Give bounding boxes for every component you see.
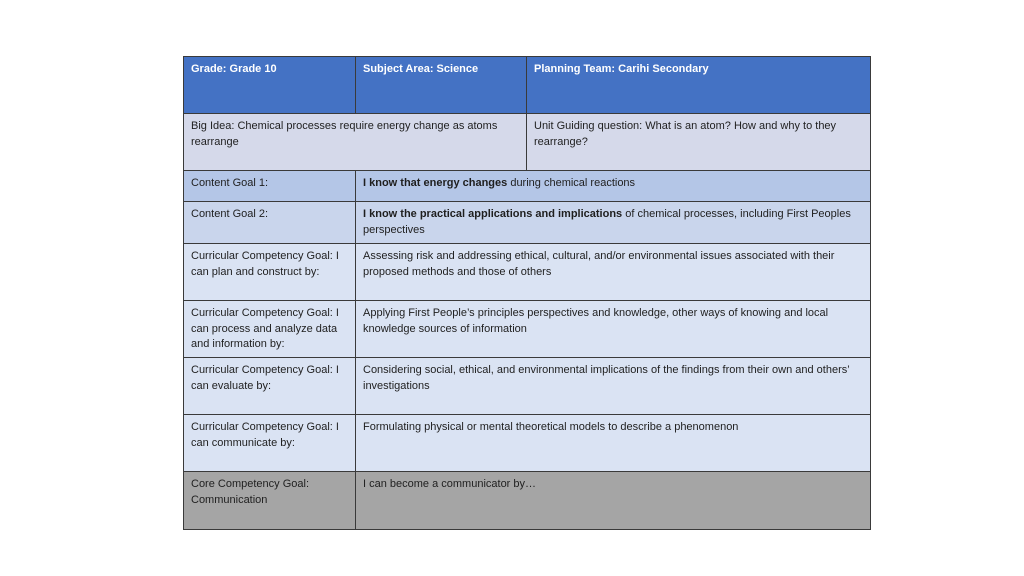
competency-text: Formulating physical or mental theoretical models to describe a phenomenon <box>356 415 871 472</box>
competency-label: Curricular Competency Goal: I can plan and construct by: <box>184 244 356 301</box>
header-row <box>184 57 871 114</box>
competency-row-evaluate <box>184 358 871 415</box>
subject-area-cell: Subject Area: Science <box>356 57 527 114</box>
unit-plan-table <box>183 56 871 530</box>
guiding-question-cell: Unit Guiding question: What is an atom? How and why to they rearrange? <box>527 114 871 171</box>
competency-label: Curricular Competency Goal: I can evaluate by: <box>184 358 356 415</box>
competency-text: Applying First People’s principles perspectives and knowledge, other ways of knowing and local knowledge sources of information <box>356 301 871 358</box>
content-goal-2-row <box>184 202 871 244</box>
competency-row-communicate <box>184 415 871 472</box>
big-idea-row <box>184 114 871 171</box>
content-goal-1-text <box>356 171 871 202</box>
competency-row-process <box>184 301 871 358</box>
competency-label: Curricular Competency Goal: I can process and analyze data and information by: <box>184 301 356 358</box>
content-goal-2-rest: of chemical processes, including First Peoples perspectives <box>363 208 851 236</box>
competency-text: Considering social, ethical, and environmental implications of the findings from their own and others’ investigations <box>356 358 871 415</box>
competency-row-plan <box>184 244 871 301</box>
grade-cell: Grade: Grade 10 <box>184 57 356 114</box>
competency-text: Assessing risk and addressing ethical, cultural, and/or environmental issues associated with their proposed methods and those of others <box>356 244 871 301</box>
content-goal-2-text <box>356 202 871 244</box>
core-competency-row <box>184 472 871 530</box>
content-goal-1-bold: I know that energy changes <box>363 177 508 189</box>
core-competency-label: Core Competency Goal: Communication <box>184 472 356 530</box>
content-goal-1-row <box>184 171 871 202</box>
content-goal-1-label: Content Goal 1: <box>184 171 356 202</box>
content-goal-1-rest: during chemical reactions <box>507 177 636 189</box>
competency-label: Curricular Competency Goal: I can communicate by: <box>184 415 356 472</box>
content-goal-2-bold: I know the practical applications and implications <box>363 208 623 220</box>
big-idea-cell: Big Idea: Chemical processes require energy change as atoms rearrange <box>184 114 527 171</box>
core-competency-text: I can become a communicator by… <box>356 472 871 530</box>
content-goal-2-label: Content Goal 2: <box>184 202 356 244</box>
planning-team-cell: Planning Team: Carihi Secondary <box>527 57 871 114</box>
